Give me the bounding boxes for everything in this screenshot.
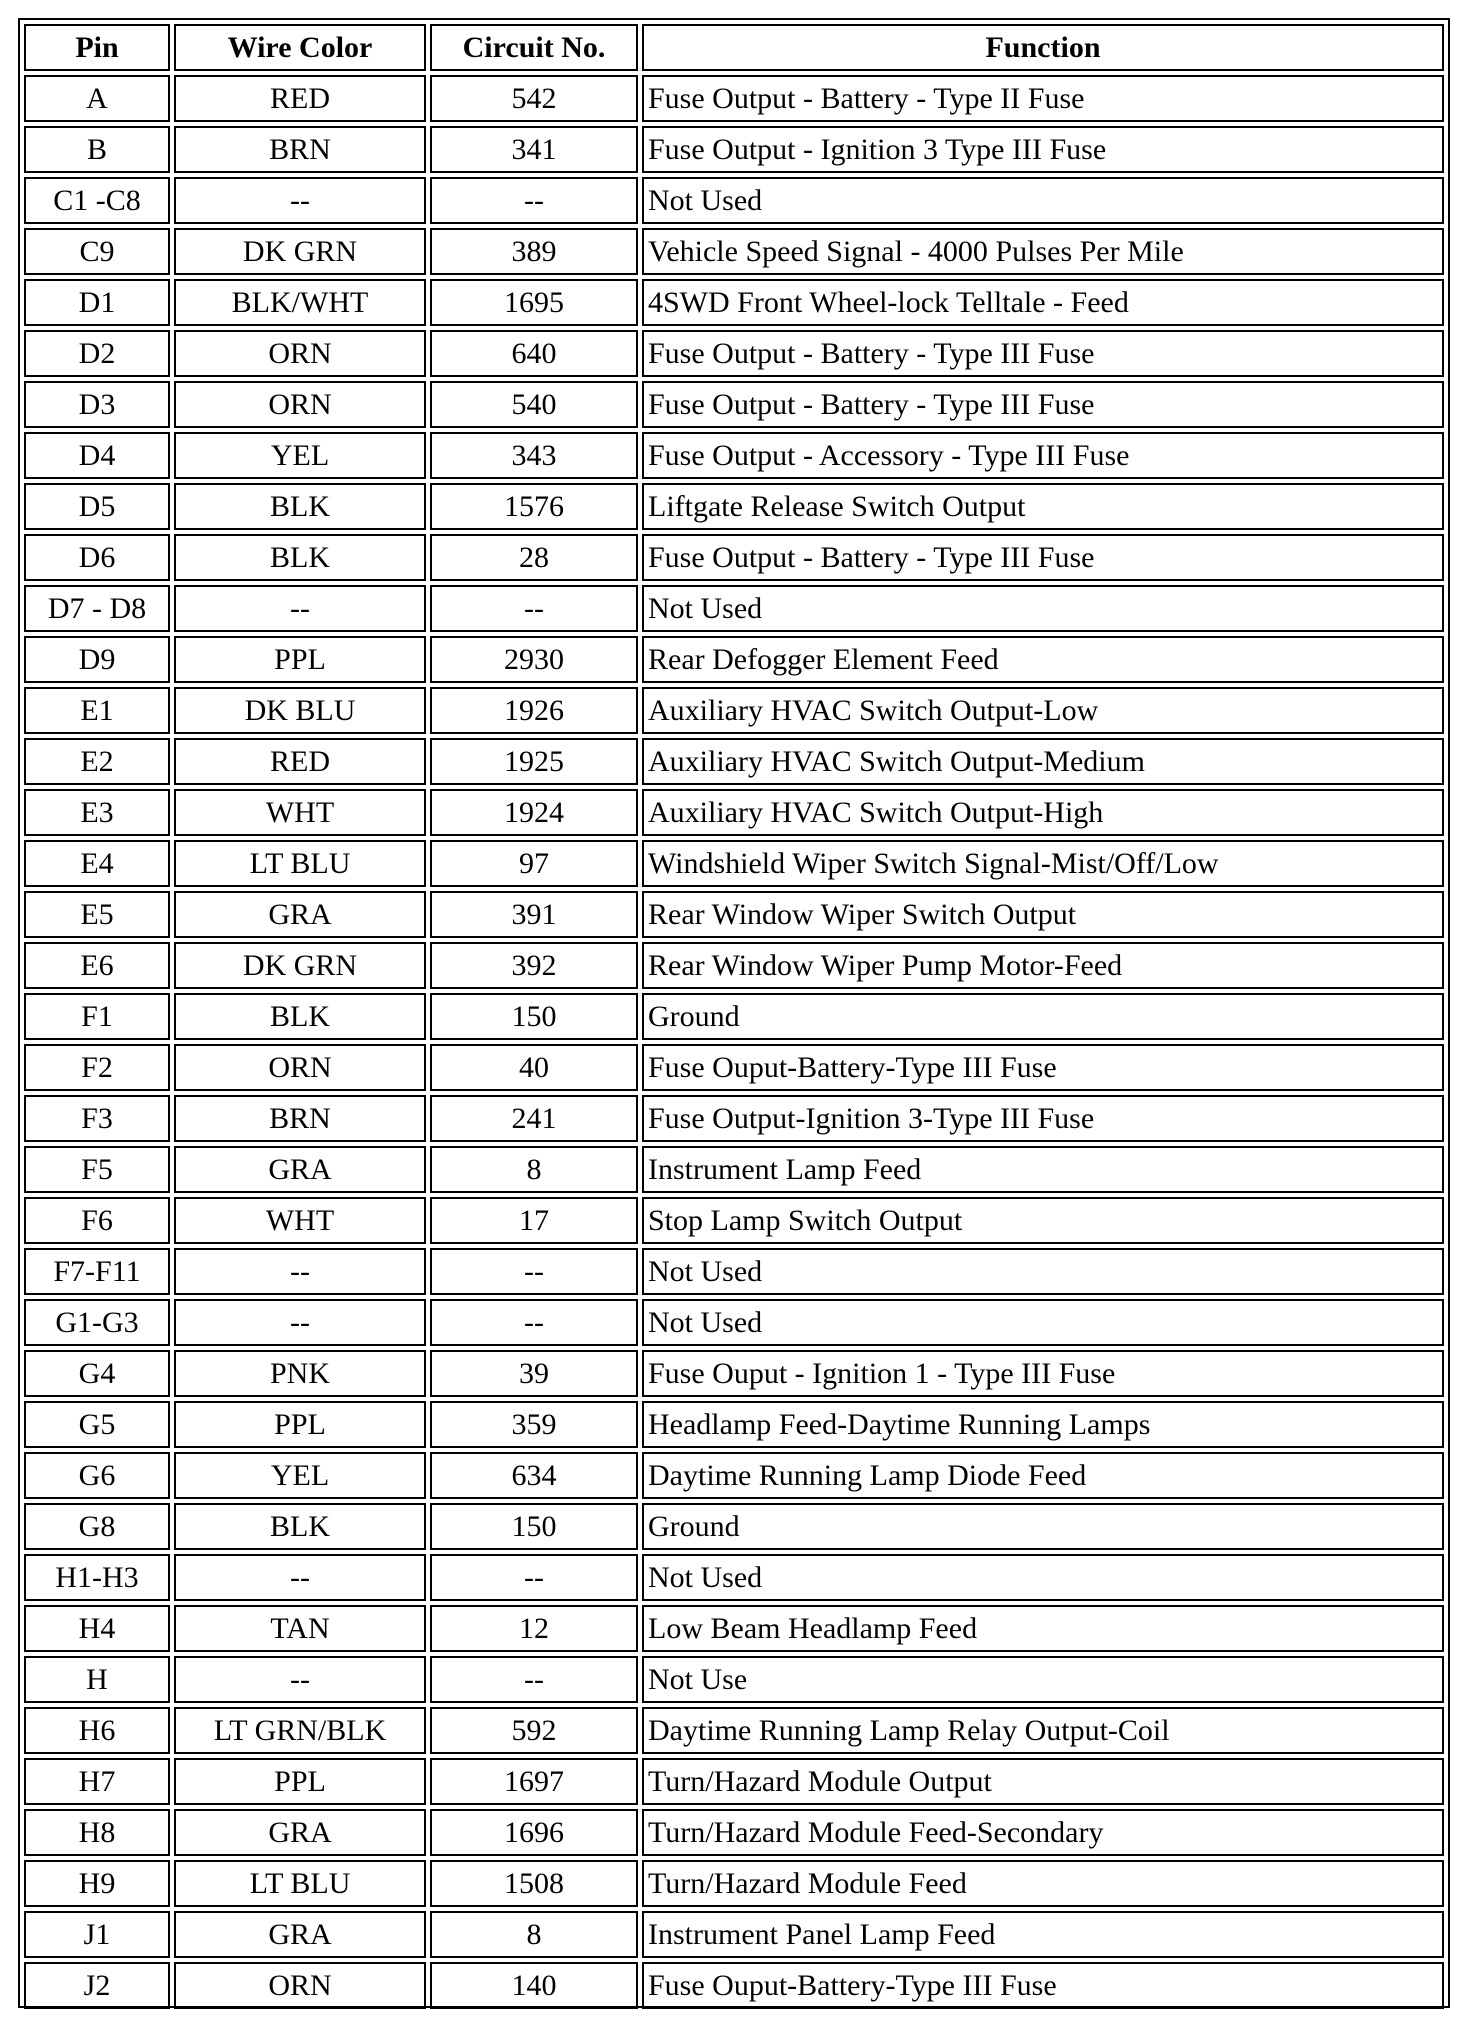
function-cell: Fuse Output - Battery - Type III Fuse [642,534,1444,581]
circuit-cell: 28 [430,534,638,581]
wire-color-cell: LT BLU [174,840,426,887]
pin-cell: C9 [24,228,170,275]
wire-color-cell: -- [174,1299,426,1346]
wire-color-cell: DK GRN [174,228,426,275]
table-row [24,636,1444,683]
pin-cell: B [24,126,170,173]
pin-cell: E6 [24,942,170,989]
function-cell: Not Used [642,1248,1444,1295]
table-row [24,1095,1444,1142]
wire-color-cell: BLK [174,483,426,530]
table-row [24,993,1444,1040]
wire-color-cell: DK GRN [174,942,426,989]
wire-color-cell: LT GRN/BLK [174,1707,426,1754]
pin-cell: F2 [24,1044,170,1091]
function-cell: Headlamp Feed-Daytime Running Lamps [642,1401,1444,1448]
wire-color-cell: PPL [174,1401,426,1448]
wire-color-cell: RED [174,738,426,785]
pin-cell: D4 [24,432,170,479]
pin-cell: H7 [24,1758,170,1805]
circuit-cell: 389 [430,228,638,275]
table-row [24,177,1444,224]
wire-color-cell: BLK [174,1503,426,1550]
table-row [24,1146,1444,1193]
function-cell: Fuse Output - Battery - Type III Fuse [642,381,1444,428]
table-row [24,1860,1444,1907]
circuit-cell: 1696 [430,1809,638,1856]
pin-cell: J1 [24,1911,170,1958]
pin-cell: D1 [24,279,170,326]
wire-color-cell: PPL [174,1758,426,1805]
pin-cell: E3 [24,789,170,836]
circuit-cell: -- [430,1554,638,1601]
function-cell: Auxiliary HVAC Switch Output-High [642,789,1444,836]
function-cell: Not Used [642,1554,1444,1601]
table-row [24,1401,1444,1448]
circuit-cell: 17 [430,1197,638,1244]
function-cell: Fuse Output - Ignition 3 Type III Fuse [642,126,1444,173]
wire-color-cell: ORN [174,1962,426,2009]
table-row [24,1656,1444,1703]
wire-color-cell: BLK/WHT [174,279,426,326]
table-row [24,1350,1444,1397]
table-row [24,789,1444,836]
wire-color-cell: GRA [174,891,426,938]
function-cell: Fuse Ouput - Ignition 1 - Type III Fuse [642,1350,1444,1397]
wire-color-cell: ORN [174,1044,426,1091]
pin-cell: C1 -C8 [24,177,170,224]
table-row [24,1758,1444,1805]
wire-color-cell: GRA [174,1911,426,1958]
pin-cell: G4 [24,1350,170,1397]
pin-cell: H6 [24,1707,170,1754]
circuit-cell: 241 [430,1095,638,1142]
function-cell: Windshield Wiper Switch Signal-Mist/Off/Low [642,840,1444,887]
wire-color-cell: BLK [174,993,426,1040]
pin-cell: A [24,75,170,122]
pin-cell: E2 [24,738,170,785]
pin-cell: G1-G3 [24,1299,170,1346]
wire-color-cell: -- [174,585,426,632]
circuit-cell: 1695 [430,279,638,326]
circuit-cell: 1926 [430,687,638,734]
pin-cell: J2 [24,1962,170,2009]
function-cell: Daytime Running Lamp Diode Feed [642,1452,1444,1499]
wire-color-cell: ORN [174,330,426,377]
pin-cell: D2 [24,330,170,377]
wire-color-cell: WHT [174,1197,426,1244]
circuit-cell: 2930 [430,636,638,683]
circuit-cell: 542 [430,75,638,122]
table-row [24,75,1444,122]
table-row [24,279,1444,326]
table-row [24,585,1444,632]
table-row [24,1962,1444,2009]
header-function: Function [642,24,1444,71]
wire-color-cell: ORN [174,381,426,428]
pin-cell: D7 - D8 [24,585,170,632]
pin-cell: H9 [24,1860,170,1907]
function-cell: Low Beam Headlamp Feed [642,1605,1444,1652]
wire-color-cell: -- [174,1554,426,1601]
circuit-cell: 634 [430,1452,638,1499]
pin-cell: F5 [24,1146,170,1193]
function-cell: Turn/Hazard Module Output [642,1758,1444,1805]
wire-color-cell: LT BLU [174,1860,426,1907]
function-cell: Fuse Ouput-Battery-Type III Fuse [642,1962,1444,2009]
table-row [24,432,1444,479]
circuit-cell: 8 [430,1146,638,1193]
pin-cell: H8 [24,1809,170,1856]
table-row [24,534,1444,581]
header-row [24,24,1444,71]
function-cell: Not Use [642,1656,1444,1703]
table-row [24,738,1444,785]
table-row [24,1503,1444,1550]
function-cell: Ground [642,1503,1444,1550]
function-cell: Not Used [642,585,1444,632]
function-cell: Instrument Panel Lamp Feed [642,1911,1444,1958]
pin-cell: G6 [24,1452,170,1499]
table-row [24,1452,1444,1499]
circuit-cell: 640 [430,330,638,377]
circuit-cell: -- [430,1299,638,1346]
function-cell: Rear Window Wiper Switch Output [642,891,1444,938]
function-cell: Auxiliary HVAC Switch Output-Medium [642,738,1444,785]
pin-cell: G5 [24,1401,170,1448]
circuit-cell: 1925 [430,738,638,785]
function-cell: Not Used [642,177,1444,224]
function-cell: Vehicle Speed Signal - 4000 Pulses Per Mile [642,228,1444,275]
pin-cell: D3 [24,381,170,428]
circuit-cell: -- [430,1248,638,1295]
pin-table [20,20,1448,2013]
wire-color-cell: YEL [174,1452,426,1499]
function-cell: Fuse Ouput-Battery-Type III Fuse [642,1044,1444,1091]
wire-color-cell: -- [174,177,426,224]
header-wire-color: Wire Color [174,24,426,71]
wire-color-cell: BLK [174,534,426,581]
table-row [24,942,1444,989]
function-cell: Fuse Output - Battery - Type II Fuse [642,75,1444,122]
circuit-cell: 40 [430,1044,638,1091]
table-row [24,381,1444,428]
header-circuit: Circuit No. [430,24,638,71]
function-cell: Ground [642,993,1444,1040]
circuit-cell: -- [430,1656,638,1703]
function-cell: Stop Lamp Switch Output [642,1197,1444,1244]
circuit-cell: 592 [430,1707,638,1754]
table-row [24,687,1444,734]
function-cell: Instrument Lamp Feed [642,1146,1444,1193]
wire-color-cell: RED [174,75,426,122]
circuit-cell: 341 [430,126,638,173]
table-row [24,126,1444,173]
circuit-cell: 391 [430,891,638,938]
function-cell: 4SWD Front Wheel-lock Telltale - Feed [642,279,1444,326]
wire-color-cell: BRN [174,1095,426,1142]
table-row [24,1197,1444,1244]
table-row [24,1554,1444,1601]
wire-color-cell: DK BLU [174,687,426,734]
function-cell: Turn/Hazard Module Feed [642,1860,1444,1907]
function-cell: Auxiliary HVAC Switch Output-Low [642,687,1444,734]
wire-color-cell: GRA [174,1146,426,1193]
wire-color-cell: -- [174,1656,426,1703]
pin-cell: F3 [24,1095,170,1142]
function-cell: Not Used [642,1299,1444,1346]
wire-color-cell: GRA [174,1809,426,1856]
pin-cell: G8 [24,1503,170,1550]
circuit-cell: 150 [430,1503,638,1550]
circuit-cell: -- [430,585,638,632]
pin-cell: D9 [24,636,170,683]
pin-cell: E5 [24,891,170,938]
table-row [24,483,1444,530]
pin-cell: D6 [24,534,170,581]
circuit-cell: 150 [430,993,638,1040]
wire-color-cell: YEL [174,432,426,479]
function-cell: Daytime Running Lamp Relay Output-Coil [642,1707,1444,1754]
function-cell: Fuse Output-Ignition 3-Type III Fuse [642,1095,1444,1142]
function-cell: Turn/Hazard Module Feed-Secondary [642,1809,1444,1856]
wire-color-cell: PPL [174,636,426,683]
circuit-cell: 12 [430,1605,638,1652]
wire-color-cell: TAN [174,1605,426,1652]
table-row [24,1809,1444,1856]
header-pin: Pin [24,24,170,71]
pin-cell: D5 [24,483,170,530]
function-cell: Rear Window Wiper Pump Motor-Feed [642,942,1444,989]
pin-cell: H1-H3 [24,1554,170,1601]
function-cell: Liftgate Release Switch Output [642,483,1444,530]
circuit-cell: 1576 [430,483,638,530]
circuit-cell: 140 [430,1962,638,2009]
circuit-cell: 39 [430,1350,638,1397]
circuit-cell: 359 [430,1401,638,1448]
table-row [24,1707,1444,1754]
function-cell: Fuse Output - Battery - Type III Fuse [642,330,1444,377]
table-row [24,330,1444,377]
circuit-cell: 392 [430,942,638,989]
pin-cell: E4 [24,840,170,887]
pin-cell: E1 [24,687,170,734]
table-row [24,891,1444,938]
wire-color-cell: -- [174,1248,426,1295]
table-row [24,1248,1444,1295]
pin-cell: F7-F11 [24,1248,170,1295]
function-cell: Fuse Output - Accessory - Type III Fuse [642,432,1444,479]
pin-cell: F6 [24,1197,170,1244]
circuit-cell: -- [430,177,638,224]
pin-cell: F1 [24,993,170,1040]
pin-cell: H4 [24,1605,170,1652]
table-row [24,1605,1444,1652]
table-row [24,1299,1444,1346]
wire-color-cell: WHT [174,789,426,836]
function-cell: Rear Defogger Element Feed [642,636,1444,683]
circuit-cell: 1697 [430,1758,638,1805]
circuit-cell: 540 [430,381,638,428]
table-row [24,228,1444,275]
circuit-cell: 1508 [430,1860,638,1907]
circuit-cell: 97 [430,840,638,887]
wire-color-cell: BRN [174,126,426,173]
table-row [24,840,1444,887]
wire-color-cell: PNK [174,1350,426,1397]
pin-cell: H [24,1656,170,1703]
table-row [24,1911,1444,1958]
circuit-cell: 343 [430,432,638,479]
circuit-cell: 8 [430,1911,638,1958]
table-row [24,1044,1444,1091]
circuit-cell: 1924 [430,789,638,836]
